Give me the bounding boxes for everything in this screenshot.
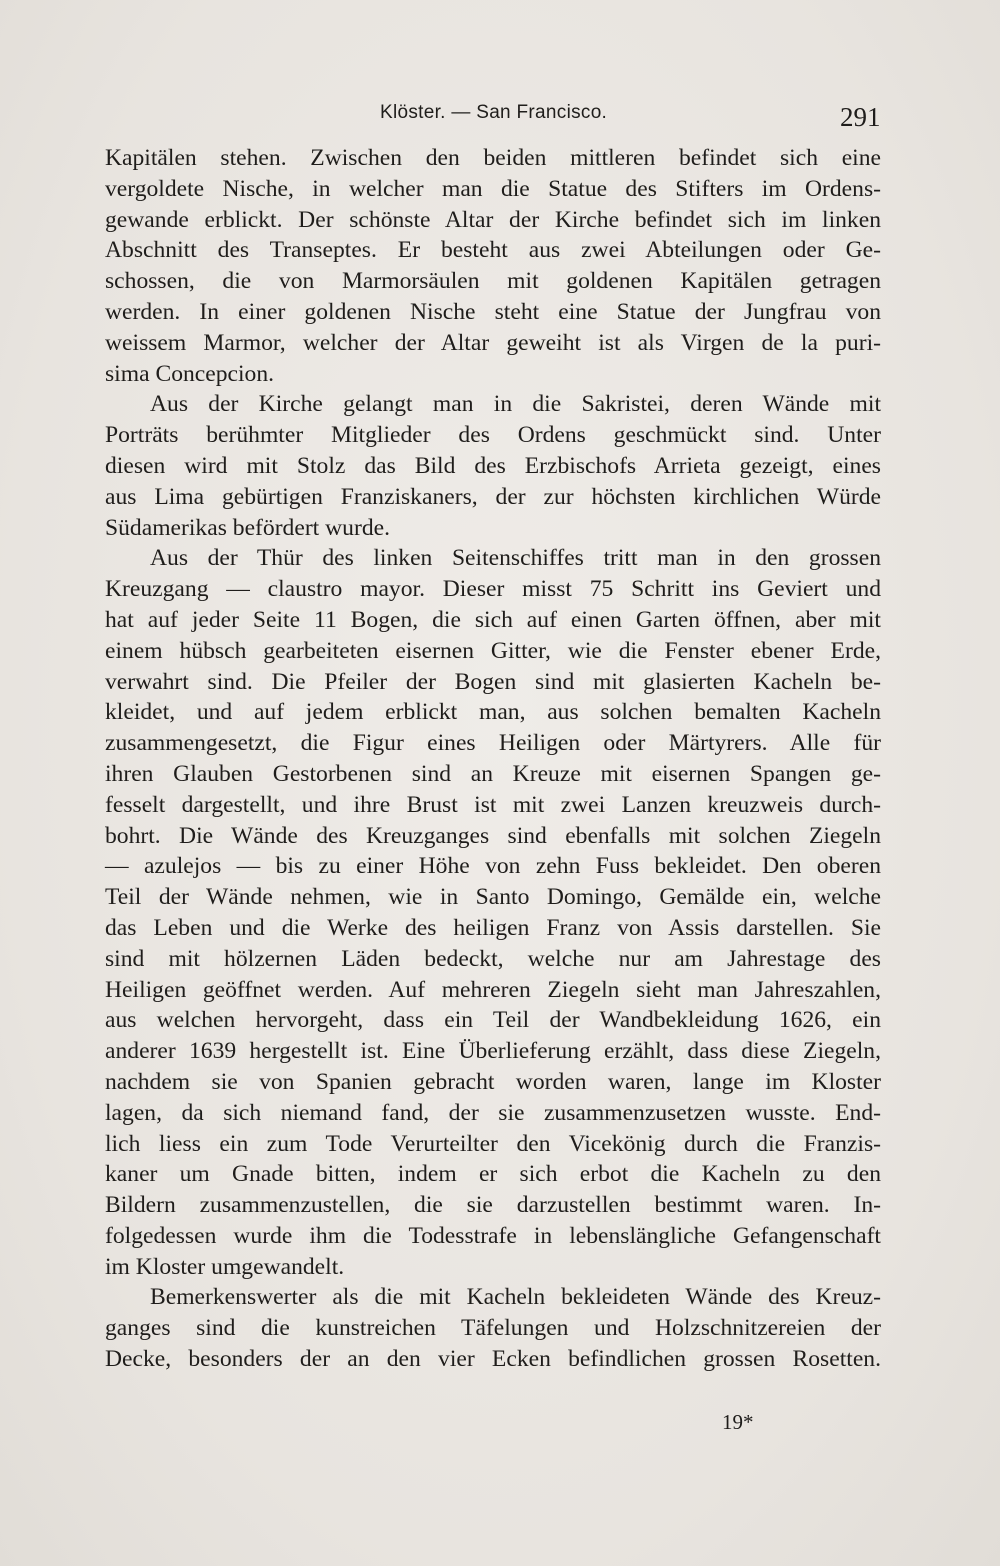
text-line: sima Concepcion. [105,360,275,387]
text-line: bohrt. Die Wände des Kreuzganges sind ebenfalls mit solchen Ziegeln [105,822,881,849]
text-line: werden. In einer goldenen Nische steht eine Statue der Jungfrau von [105,298,881,325]
text-line: im Kloster umgewandelt. [105,1253,345,1280]
text-line: sind mit hölzernen Läden bedeckt, welche nur am Jahrestage des [105,945,881,972]
text-line: Aus der Kirche gelangt man in die Sakristei, deren Wände mit [150,391,881,418]
text-line: Bemerkenswerter als die mit Kacheln bekleideten Wände des Kreuz- [150,1284,881,1311]
text-line: Südamerikas befördert wurde. [105,514,390,541]
text-line: anderer 1639 hergestellt ist. Eine Überlieferung erzählt, dass diese Ziegeln, [105,1038,881,1065]
text-line: vergoldete Nische, in welcher man die Statue des Stifters im Ordens- [105,175,881,202]
text-line: aus Lima gebürtigen Franziskaners, der zur höchsten kirchlichen Würde [105,483,881,510]
text-line: aus welchen hervorgeht, dass ein Teil der Wandbekleidung 1626, ein [105,1007,881,1034]
text-line: lagen, da sich niemand fand, der sie zusammenzusetzen wusste. End- [105,1099,881,1126]
text-line: schossen, die von Marmorsäulen mit goldenen Kapitälen getragen [105,268,881,295]
printer-signature: 19* [722,1410,754,1434]
text-line: weissem Marmor, welcher der Altar geweiht ist als Virgen de la puri- [105,329,881,356]
text-line: kleidet, und auf jedem erblickt man, aus solchen bemalten Kacheln [105,699,881,726]
running-head [0,100,1000,130]
text-line: — azulejos — bis zu einer Höhe von zehn Fuss bekleidet. Den oberen [105,853,881,880]
text-line: Heiligen geöffnet werden. Auf mehreren Ziegeln sieht man Jahreszahlen, [105,976,881,1003]
text-line: hat auf jeder Seite 11 Bogen, die sich auf einen Garten öffnen, aber mit [105,606,881,633]
text-line: verwahrt sind. Die Pfeiler der Bogen sind mit glasierten Kacheln be- [105,668,881,695]
text-line: Bildern zusammenzustellen, die sie darzustellen bestimmt waren. In- [105,1192,881,1219]
text-line: das Leben und die Werke des heiligen Franz von Assis darstellen. Sie [105,914,881,941]
page-number: 291 [840,102,881,132]
text-line: ganges sind die kunstreichen Täfelungen und Holzschnitzereien der [105,1315,881,1342]
text-line: Kapitälen stehen. Zwischen den beiden mittleren befindet sich eine [105,145,881,171]
text-line: zusammengesetzt, die Figur eines Heiligen oder Märtyrers. Alle für [105,730,881,757]
text-line: folgedessen wurde ihm die Todesstrafe in lebenslängliche Gefangenschaft [105,1222,881,1249]
body-text [105,143,881,1375]
text-line: ihren Glauben Gestorbenen sind an Kreuze mit eisernen Spangen ge- [105,760,881,787]
text-line: kaner um Gnade bitten, indem er sich erbot die Kacheln zu den [105,1161,881,1188]
running-title: Klöster. — San Francisco. [380,102,608,123]
text-line: gewande erblickt. Der schönste Altar der Kirche befindet sich im linken [105,206,881,233]
text-line: fesselt dargestellt, und ihre Brust ist mit zwei Lanzen kreuzweis durch- [105,791,881,818]
text-line: einem hübsch gearbeiteten eisernen Gitter, wie die Fenster ebener Erde, [105,637,881,664]
text-line: Kreuzgang — claustro mayor. Dieser misst 75 Schritt ins Geviert und [105,576,881,603]
text-line: Aus der Thür des linken Seitenschiffes tritt man in den grossen [150,545,881,572]
text-line: diesen wird mit Stolz das Bild des Erzbischofs Arrieta gezeigt, eines [105,452,881,479]
text-line: nachdem sie von Spanien gebracht worden waren, lange im Kloster [105,1068,881,1095]
text-line: Decke, besonders der an den vier Ecken befindlichen grossen Rosetten. [105,1346,881,1373]
text-line: Teil der Wände nehmen, wie in Santo Domingo, Gemälde ein, welche [105,884,881,911]
text-line: lich liess ein zum Tode Verurteilter den Vicekönig durch die Franzis- [105,1130,881,1157]
text-line: Porträts berühmter Mitglieder des Ordens geschmückt sind. Unter [105,422,881,449]
text-line: Abschnitt des Transeptes. Er besteht aus zwei Abteilungen oder Ge- [105,237,881,264]
